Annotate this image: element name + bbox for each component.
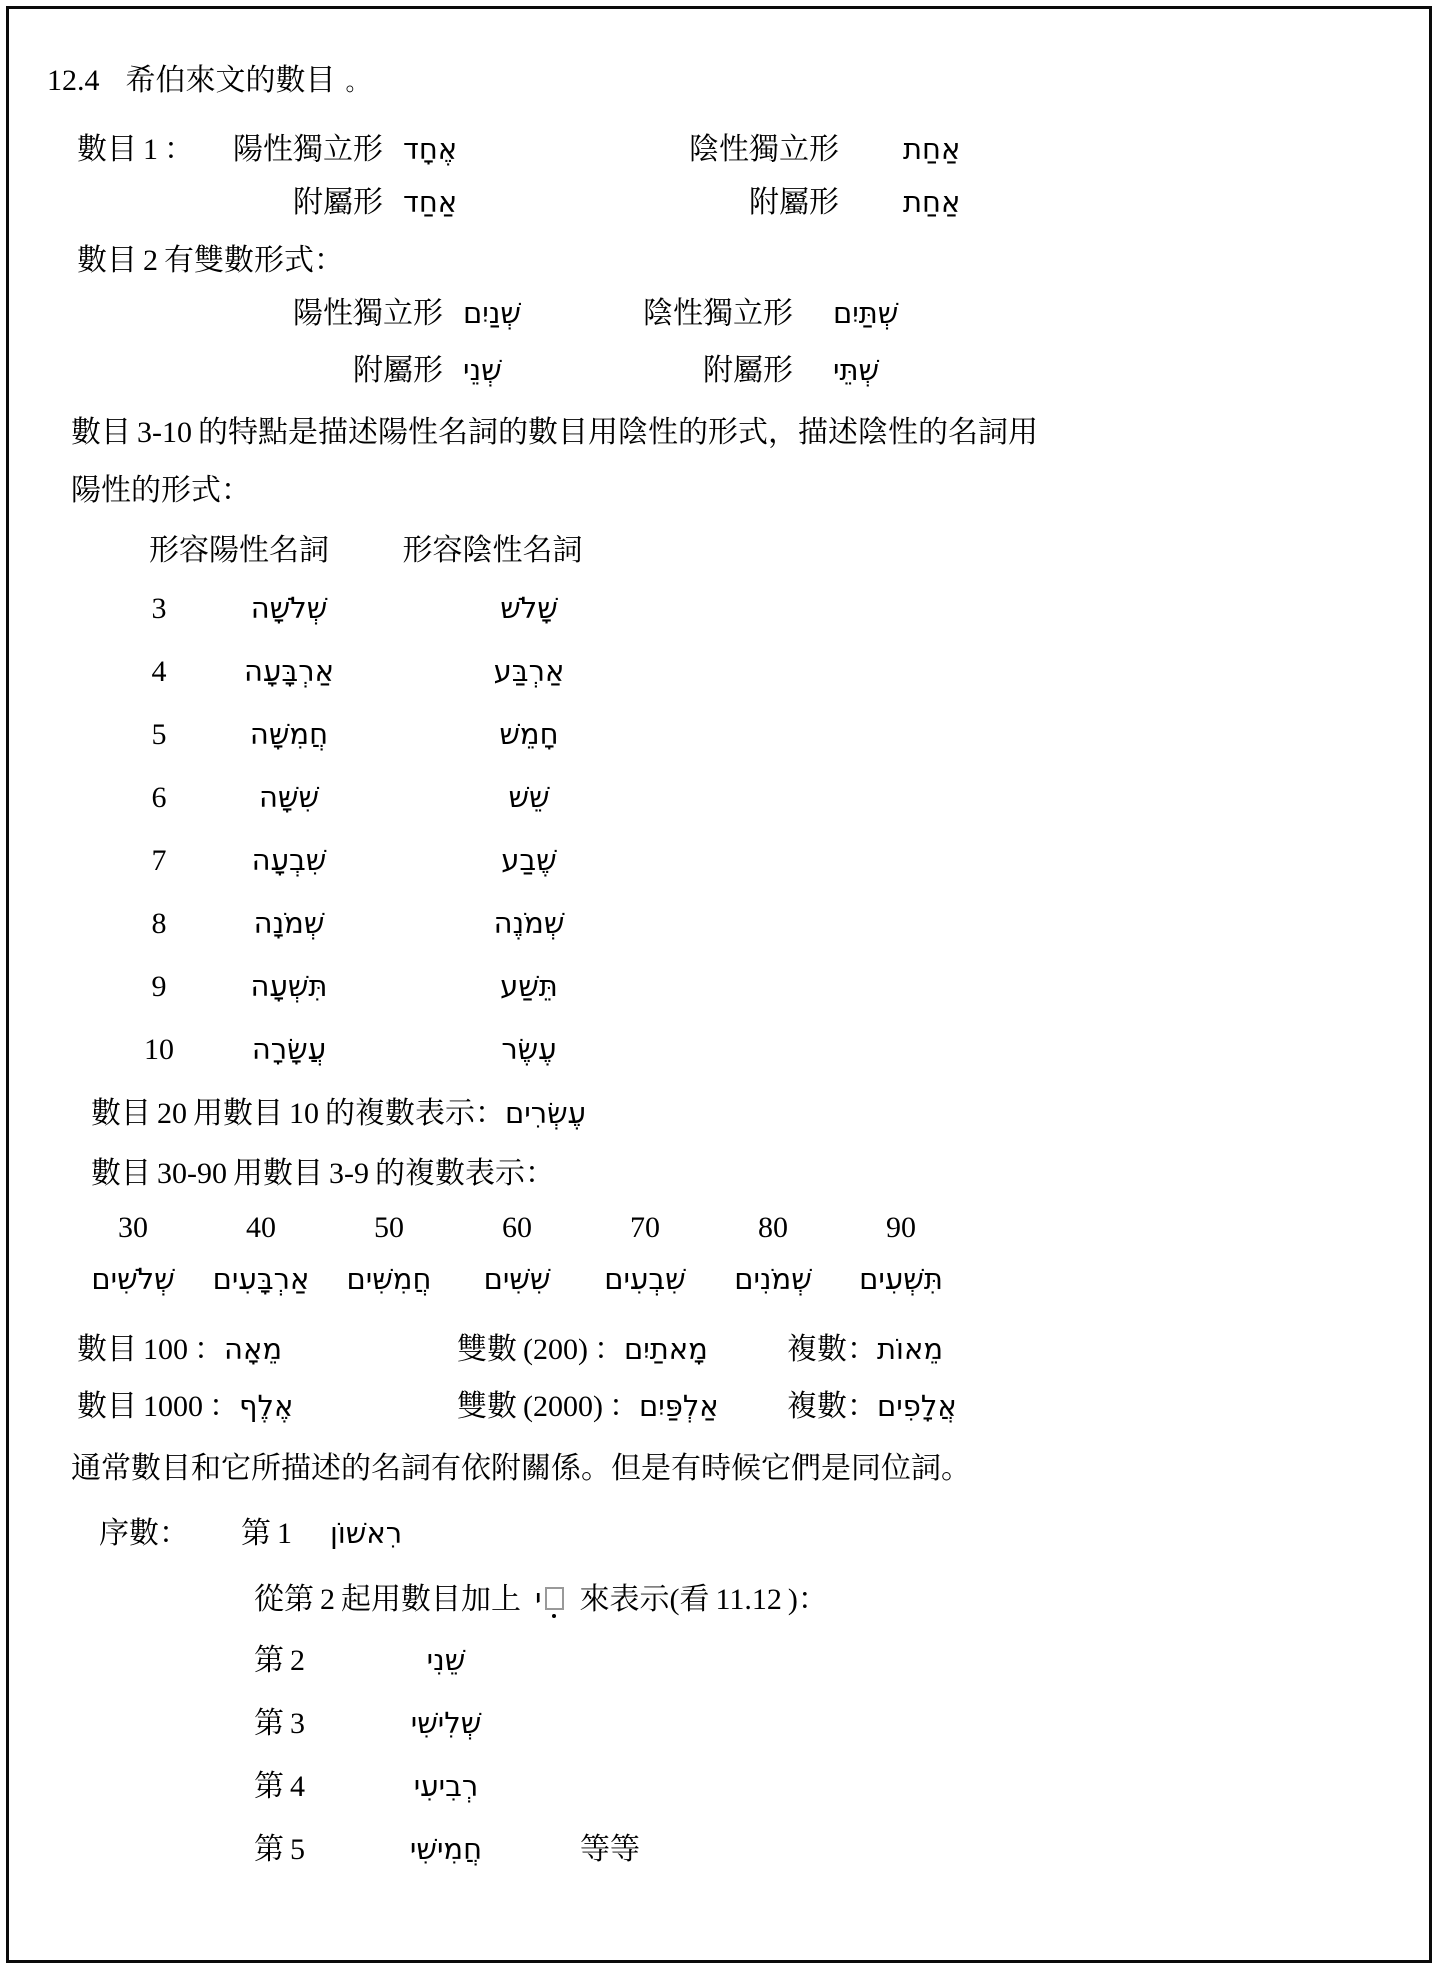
apposition-note: 通常數目和它所描述的名詞有依附關係。但是有時候它們是同位詞。	[71, 1452, 971, 1485]
fem-hebrew: עֶשֶׂר	[501, 1032, 557, 1066]
thousand-dual: 雙數 (2000) ：אַלְפַּיִם	[457, 1389, 719, 1423]
masc-hebrew: שִׁשָּׁה	[258, 780, 320, 814]
numbers3to10-intro-line1: 數目 3-10 的特點是描述陽性名詞的數目用陰性的形式，描述陰性的名詞用	[71, 416, 1038, 449]
hundred-line	[9, 1323, 1429, 1376]
masc-hebrew: עֲשָׂרָה	[251, 1032, 327, 1066]
number-20: 20	[157, 1097, 187, 1130]
table-row	[9, 1018, 1429, 1081]
hundred-plural-hebrew: מֵאוֹת	[877, 1332, 944, 1366]
tens-heading: 數目 30-90 用數目 3-9 的複數表示：	[91, 1157, 555, 1190]
tens-column	[709, 1206, 837, 1309]
row-number: 7	[151, 844, 167, 877]
document-page	[6, 6, 1432, 1963]
fem-hebrew: תֵּשַׁע	[500, 969, 558, 1003]
ordinals-heading	[9, 1507, 1429, 1560]
ordinal-row	[9, 1692, 1429, 1755]
tens-hebrew: שִׁשִּׁים	[483, 1262, 551, 1296]
twenty-hebrew: עֶשְׂרִים	[505, 1096, 587, 1130]
fem-hebrew: שְׁמֹנֶה	[493, 906, 565, 940]
row-number: 4	[151, 655, 167, 688]
masc-hebrew: שְׁלֹשָׁה	[250, 591, 328, 625]
rule-number-2: 2	[320, 1583, 335, 1616]
tens-number: 30	[118, 1211, 148, 1244]
tens-column	[453, 1206, 581, 1309]
table-row	[9, 766, 1429, 829]
row-number: 6	[151, 781, 167, 814]
number1-construct-row	[9, 176, 1429, 229]
page-title: 希伯來文的數目	[125, 64, 336, 97]
ordinals-label: 序數：	[99, 1517, 189, 1550]
section-heading	[47, 55, 1429, 109]
ordinal-row	[9, 1818, 1429, 1881]
fem-hebrew: חָמֵשׁ	[499, 717, 559, 751]
number2-masc-abs-label: 陽性獨立形	[293, 297, 443, 330]
ordinal-hebrew: שֵׁנִי	[426, 1643, 466, 1677]
hundred-dual: 雙數 (200) ：מָאתַיִם	[457, 1332, 708, 1366]
number1-masc-cs-label: 附屬形	[293, 186, 383, 219]
number1-fem-cs-label: 附屬形	[749, 186, 839, 219]
ordinal-number: 2	[290, 1644, 305, 1677]
hundred-hebrew: מֵאָה	[224, 1332, 283, 1366]
number2-fem-abs-label: 陰性獨立形	[643, 297, 793, 330]
number2-value: 2	[143, 244, 158, 277]
tens-column	[69, 1206, 197, 1309]
table-row	[9, 955, 1429, 1018]
tens-hebrew: שְׁמֹנִים	[734, 1262, 812, 1296]
thousand-base: 數目 1000 ：אֶלֶף	[77, 1389, 294, 1423]
tens-number: 40	[246, 1211, 276, 1244]
etc-label: 等等	[580, 1833, 640, 1866]
tens-column	[197, 1206, 325, 1309]
ordinal-number: 3	[290, 1707, 305, 1740]
thousand-hebrew: אֶלֶף	[239, 1389, 294, 1423]
number2-fem-cs-hebrew: שְׁתֵּי	[833, 353, 880, 387]
number1-fem-cs-hebrew: אַחַת	[903, 185, 961, 219]
number2-absolute-row	[9, 287, 1429, 340]
column-header-masculine: 形容陽性名詞	[149, 534, 329, 567]
fem-hebrew: שֶׁבַע	[501, 843, 557, 877]
tens-hebrew: אַרְבָּעִים	[212, 1262, 310, 1296]
number20-line: 數目 20 用數目 10 的複數表示：עֶשְׂרִים	[91, 1096, 587, 1130]
thousand-plural-hebrew: אֲלָפִים	[877, 1389, 957, 1423]
title-period: 。	[345, 70, 370, 96]
tens-column	[325, 1206, 453, 1309]
number2-masc-cs-label: 附屬形	[353, 354, 443, 387]
tens-column	[837, 1206, 965, 1309]
number-200: (200)	[523, 1333, 588, 1366]
tens-hebrew: שְׁלֹשִׁים	[91, 1262, 175, 1296]
masc-hebrew: חֲמִשָּׁה	[249, 717, 329, 751]
row-number: 3	[151, 592, 167, 625]
hiriq-yod-suffix: י	[535, 1582, 542, 1616]
row-number: 8	[151, 907, 167, 940]
number-100: 100	[143, 1333, 188, 1366]
tens-number: 90	[886, 1211, 916, 1244]
tens-hebrew: תִּשְׁעִים	[859, 1262, 943, 1296]
tens-number: 60	[502, 1211, 532, 1244]
thousand-plural: 複數：אֲלָפִים	[787, 1389, 957, 1423]
hundred-plural: 複數：מֵאוֹת	[787, 1332, 944, 1366]
ordinal-number: 4	[290, 1770, 305, 1803]
number1-value: 1	[143, 133, 158, 166]
number1-fem-abs-hebrew: אַחַת	[903, 132, 961, 166]
hundred-dual-hebrew: מָאתַיִם	[623, 1332, 708, 1366]
number1-masc-abs-hebrew: אֶחָד	[403, 132, 458, 166]
number2-masc-cs-hebrew: שְׁנֵי	[463, 353, 502, 387]
ordinal-number-1: 1	[277, 1517, 292, 1550]
row-number: 5	[151, 718, 167, 751]
number-2000: (2000)	[523, 1390, 603, 1423]
numbers3to10-intro-line2: 陽性的形式：	[71, 474, 251, 507]
first-label: 第 1	[241, 1517, 298, 1550]
table-row	[9, 640, 1429, 703]
ordinal-hebrew: שְׁלִישִׁי	[410, 1706, 482, 1740]
tens-number: 70	[630, 1211, 660, 1244]
table-row	[9, 892, 1429, 955]
column-header-feminine: 形容陰性名詞	[402, 534, 583, 567]
ordinal-label: 第 4	[254, 1756, 346, 1818]
number2-fem-cs-label: 附屬形	[703, 354, 793, 387]
range-30-90: 30-90	[157, 1157, 227, 1190]
ordinal-label: 第 3	[254, 1693, 346, 1755]
tens-number: 80	[758, 1211, 788, 1244]
masc-hebrew: שִׁבְעָה	[251, 843, 327, 877]
tens-number: 50	[374, 1211, 404, 1244]
row-number: 10	[144, 1033, 174, 1066]
number1-masc-cs-hebrew: אַחַד	[403, 185, 458, 219]
masc-hebrew: שְׁמֹנָה	[253, 906, 325, 940]
ordinal-number: 5	[290, 1833, 305, 1866]
fem-hebrew: שָׁלֹשׁ	[500, 591, 558, 625]
masc-hebrew: אַרְבָּעָה	[244, 654, 334, 688]
row-number: 9	[151, 970, 167, 1003]
number1-label: 數目 1 ：	[77, 133, 194, 166]
ordinal-label: 第 2	[254, 1630, 346, 1692]
tens-column	[581, 1206, 709, 1309]
ordinal-label: 第 5	[254, 1819, 346, 1881]
first-ordinal-hebrew: רִאשׁוֹן	[330, 1516, 403, 1550]
ordinal-row	[9, 1755, 1429, 1818]
fem-hebrew: אַרְבַּע	[493, 654, 565, 688]
ordinal-row	[9, 1629, 1429, 1692]
number2-heading: 數目 2 有雙數形式：	[77, 244, 344, 277]
tens-hebrew: שִׁבְעִים	[604, 1262, 686, 1296]
missing-glyph-box	[545, 1587, 564, 1610]
table-row	[9, 577, 1429, 640]
tens-hebrew: חֲמִשִּׁים	[346, 1262, 432, 1296]
table-row	[9, 829, 1429, 892]
number1-absolute-row	[9, 123, 1429, 176]
ordinal-hebrew: רְבִיעִי	[413, 1769, 479, 1803]
section-number: 12.4	[47, 64, 100, 97]
cross-reference: 11.12	[715, 1583, 782, 1616]
ordinal-hebrew: חֲמִישִׁי	[409, 1832, 483, 1866]
number1-masc-abs-label: 陽性獨立形	[233, 133, 383, 166]
number2-masc-abs-hebrew: שְׁנַיִם	[463, 296, 521, 330]
table-row	[9, 703, 1429, 766]
masc-hebrew: תִּשְׁעָה	[250, 969, 328, 1003]
table-header	[9, 525, 1429, 577]
ordinal-rule: 從第 2 起用數目加上 י 來表示(看 11.12 )：	[254, 1582, 828, 1616]
number2-fem-abs-hebrew: שְׁתַּיִם	[833, 296, 899, 330]
range-3-10: 3-10	[137, 416, 192, 449]
thousand-line	[9, 1380, 1429, 1433]
number1-fem-abs-label: 陰性獨立形	[689, 133, 839, 166]
fem-hebrew: שֵׁשׁ	[508, 780, 550, 814]
range-3-9: 3-9	[329, 1157, 369, 1190]
number-10: 10	[289, 1097, 319, 1130]
hundred-base: 數目 100 ：מֵאָה	[77, 1332, 283, 1366]
number2-construct-row	[9, 344, 1429, 397]
number-1000: 1000	[143, 1390, 203, 1423]
thousand-dual-hebrew: אַלְפַּיִם	[638, 1389, 719, 1423]
tens-table	[69, 1206, 969, 1309]
